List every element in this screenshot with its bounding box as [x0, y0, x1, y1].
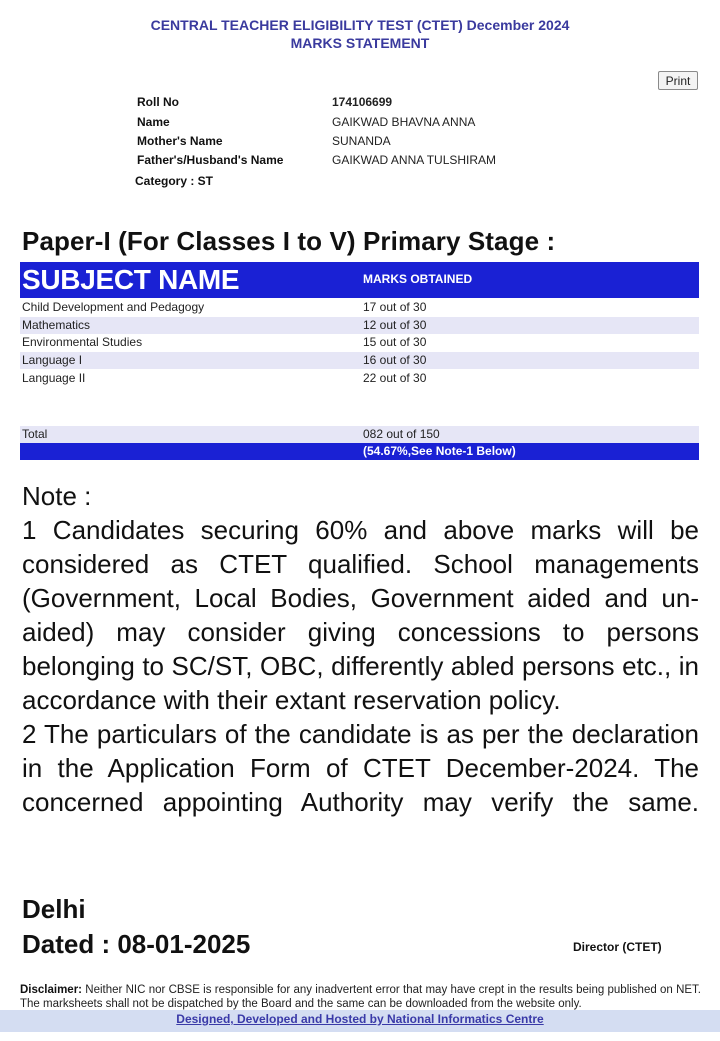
- paper-title: Paper-I (For Classes I to V) Primary Stage :: [22, 226, 556, 256]
- subject-name: Language I: [22, 353, 83, 367]
- table-row: [20, 352, 699, 369]
- table-row: [20, 334, 699, 351]
- total-value: 082 out of 150: [363, 427, 440, 441]
- subject-name: Mathematics: [22, 318, 91, 332]
- percentage-value: (54.67%,See Note-1 Below): [363, 444, 516, 458]
- subject-marks: 22 out of 30: [363, 371, 427, 385]
- nic-footer-link[interactable]: Designed, Developed and Hosted by National Informatics Centre: [176, 1012, 544, 1026]
- print-button[interactable]: Print: [658, 71, 698, 90]
- note-1: 1 Candidates securing 60% and above marks will be considered as CTET qualified. School managements (Government, Local Bodies, Government aided and un-aided) may consider giving concessions to persons belonging to SC/ST, OBC, differently abled persons etc., in accordance with their extant reservation policy.: [22, 515, 699, 715]
- mother-name-value: SUNANDA: [332, 134, 391, 148]
- percentage-row: [20, 443, 699, 460]
- category-label: Category : ST: [135, 174, 214, 188]
- director-signature-label: Director (CTET): [573, 940, 662, 954]
- subject-marks: 15 out of 30: [363, 335, 427, 349]
- roll-no-value: 174106699: [332, 95, 393, 109]
- subject-name: Language II: [22, 371, 86, 385]
- statement-title: MARKS STATEMENT: [290, 35, 430, 51]
- table-row: [20, 370, 699, 387]
- total-row: [20, 426, 699, 443]
- subject-name-header: SUBJECT NAME: [22, 264, 240, 295]
- note-heading: Note :: [22, 481, 92, 511]
- name-value: GAIKWAD BHAVNA ANNA: [332, 115, 476, 129]
- note-2: 2 The particulars of the candidate is as per the declaration in the Application Form of CTET December-2024. The concerned appointing Authority may verify the same.: [22, 719, 699, 817]
- subject-name: Child Development and Pedagogy: [22, 300, 205, 314]
- subject-name: Environmental Studies: [22, 335, 143, 349]
- subject-marks: 16 out of 30: [363, 353, 427, 367]
- roll-no-label: Roll No: [137, 95, 179, 109]
- father-name-value: GAIKWAD ANNA TULSHIRAM: [332, 153, 497, 167]
- table-row: [20, 299, 699, 316]
- father-name-label: Father's/Husband's Name: [137, 153, 284, 167]
- exam-title: CENTRAL TEACHER ELIGIBILITY TEST (CTET) December 2024: [150, 17, 570, 33]
- name-label: Name: [137, 115, 170, 129]
- subject-marks: 12 out of 30: [363, 318, 427, 332]
- mother-name-label: Mother's Name: [137, 134, 223, 148]
- disclaimer: [20, 983, 701, 1011]
- total-label: Total: [22, 427, 48, 441]
- notes-section: [22, 479, 699, 819]
- subject-marks: 17 out of 30: [363, 300, 427, 314]
- place-label: Delhi: [22, 894, 86, 924]
- table-row: [20, 317, 699, 334]
- date-label: Dated : 08-01-2025: [22, 929, 251, 959]
- disclaimer-text: Neither NIC nor CBSE is responsible for any inadvertent error that may have crept in the results being published on NET. The marksheets shall not be dispatched by the Board and the same can be downloaded from the website only.: [20, 984, 701, 1010]
- marks-obtained-header: MARKS OBTAINED: [363, 272, 473, 286]
- disclaimer-label: Disclaimer:: [20, 984, 83, 996]
- marks-table-header: [20, 262, 699, 298]
- page-header: [0, 16, 720, 52]
